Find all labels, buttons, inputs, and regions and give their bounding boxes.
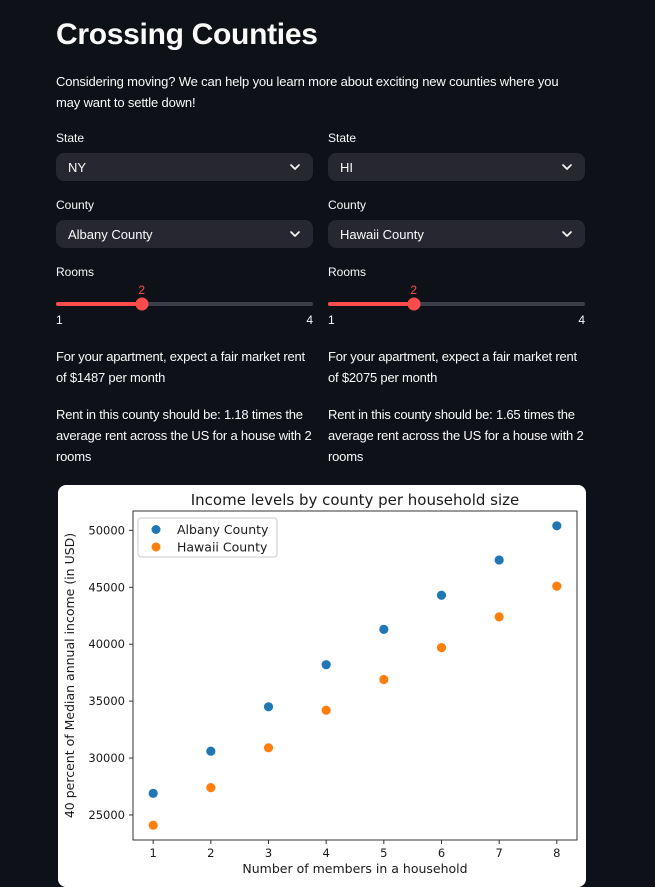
county-label: County — [56, 198, 95, 213]
state-select[interactable] — [328, 153, 585, 181]
svg-text:Hawaii County: Hawaii County — [177, 539, 268, 555]
slider-thumb[interactable] — [407, 298, 420, 311]
slider-track[interactable] — [56, 283, 313, 306]
slider-value: 2 — [138, 283, 145, 298]
page-title: Crossing Counties — [56, 18, 318, 51]
rooms-label: Rooms — [56, 265, 95, 280]
slider-minmax — [328, 313, 585, 327]
svg-text:5: 5 — [380, 846, 388, 861]
page-subtitle: Considering moving? We can help you learn more about exciting new counties where you may want to settle down! — [56, 74, 559, 111]
income-chart — [58, 485, 586, 887]
slider-fill — [56, 302, 142, 306]
slider-thumb[interactable] — [135, 298, 148, 311]
slider-max-label: 4 — [306, 313, 313, 328]
rent-ratio-text: Rent in this county should be: 1.65 times the average rent across the US for a house with 2 rooms — [328, 407, 584, 465]
chevron-down-icon — [561, 163, 573, 171]
svg-text:40 percent of Median annual in: 40 percent of Median annual income (in USD) — [62, 533, 77, 819]
county-select[interactable] — [56, 220, 313, 248]
svg-text:30000: 30000 — [88, 751, 125, 766]
svg-text:4: 4 — [322, 846, 330, 861]
slider-min-label: 1 — [56, 313, 63, 328]
slider-max-label: 4 — [578, 313, 585, 328]
rooms-label: Rooms — [328, 265, 367, 280]
rooms-slider — [328, 265, 585, 327]
state-select-value: HI — [340, 159, 353, 175]
comparison-columns — [56, 131, 585, 467]
svg-text:3: 3 — [264, 846, 273, 861]
svg-text:Income levels by county per ho: Income levels by county per household size — [190, 491, 520, 510]
slider-min-label: 1 — [328, 313, 335, 328]
county-select-value: Hawaii County — [340, 226, 424, 242]
svg-text:8: 8 — [553, 846, 561, 861]
svg-text:45000: 45000 — [88, 580, 125, 595]
svg-text:2: 2 — [207, 846, 215, 861]
state-label: State — [328, 131, 357, 146]
slider-track[interactable] — [328, 283, 585, 306]
rooms-slider — [56, 265, 313, 327]
svg-text:Albany County: Albany County — [177, 522, 269, 538]
rent-text: For your apartment, expect a fair market rent of $1487 per month — [56, 349, 305, 386]
svg-text:7: 7 — [495, 846, 503, 861]
svg-text:35000: 35000 — [88, 694, 125, 709]
slider-value: 2 — [410, 283, 417, 298]
slider-minmax — [56, 313, 313, 327]
county-label: County — [328, 198, 367, 213]
state-select[interactable] — [56, 153, 313, 181]
county-select[interactable] — [328, 220, 585, 248]
svg-text:40000: 40000 — [88, 637, 125, 652]
right-column — [328, 131, 585, 467]
left-column — [56, 131, 313, 467]
chevron-down-icon — [289, 230, 301, 238]
slider-fill — [328, 302, 414, 306]
state-select-value: NY — [68, 159, 87, 175]
chevron-down-icon — [289, 163, 301, 171]
state-label: State — [56, 131, 85, 146]
svg-text:25000: 25000 — [88, 808, 125, 823]
chevron-down-icon — [561, 230, 573, 238]
svg-text:6: 6 — [437, 846, 446, 861]
rent-ratio-text: Rent in this county should be: 1.18 times the average rent across the US for a house with 2 rooms — [56, 407, 312, 465]
chart-card — [58, 485, 586, 887]
svg-text:50000: 50000 — [88, 523, 125, 538]
rent-text: For your apartment, expect a fair market rent of $2075 per month — [328, 349, 577, 386]
svg-text:1: 1 — [149, 846, 157, 861]
county-select-value: Albany County — [68, 226, 153, 242]
svg-text:Number of members in a househo: Number of members in a household — [242, 861, 468, 877]
